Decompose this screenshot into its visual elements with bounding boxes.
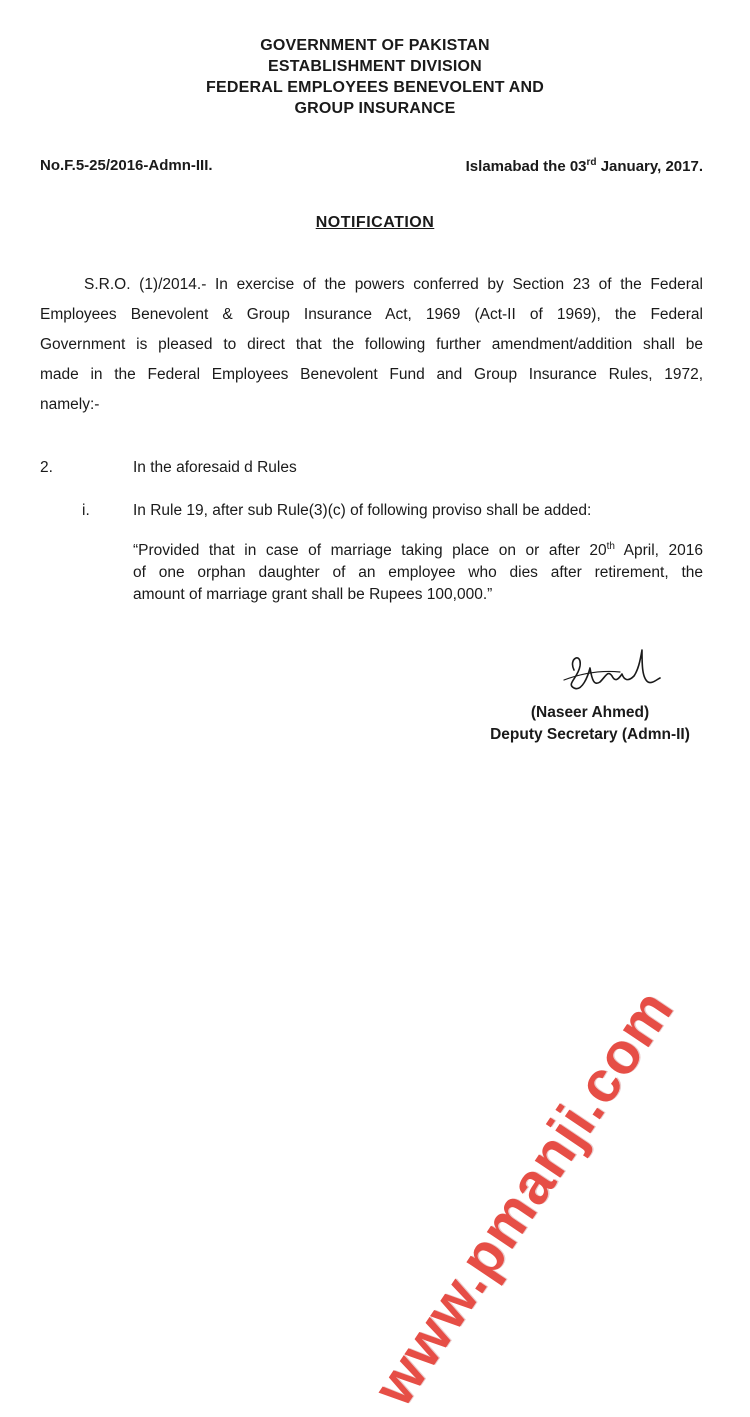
proviso-line: amount of marriage grant shall be Rupees 100,000.” — [133, 586, 493, 604]
proviso-line: of one orphan daughter of an employee who dies after retirement, the — [133, 564, 703, 582]
clause-number: 2. — [40, 459, 53, 476]
proviso-line — [133, 536, 703, 562]
letterhead-government: GOVERNMENT OF PAKISTAN — [260, 37, 490, 54]
body-line: namely:- — [40, 396, 100, 413]
letterhead-division: ESTABLISHMENT DIVISION — [268, 58, 482, 75]
proviso-quote — [133, 536, 703, 606]
clause-text: In the aforesaid d Rules — [133, 459, 297, 476]
handwritten-signature — [560, 640, 670, 700]
site-watermark: www.pmanji.com — [360, 977, 687, 1417]
reference-number: No.F.5-25/2016-Admn-III. — [40, 157, 213, 174]
body-paragraph — [40, 270, 703, 420]
issue-date-suffix: January, 2017. — [596, 158, 703, 175]
signatory-block — [440, 702, 740, 746]
letterhead-department-cont: GROUP INSURANCE — [294, 100, 456, 117]
proviso-ordinal: th — [606, 541, 615, 552]
proviso-line-start: “Provided that in case of marriage taking place on or after 20 — [133, 542, 607, 560]
issue-date-prefix: Islamabad the 03 — [465, 158, 587, 175]
signatory-designation: Deputy Secretary (Admn-II) — [490, 726, 690, 743]
body-line: S.R.O. (1)/2014.- In exercise of the powers conferred by Section 23 of the Federal — [84, 276, 703, 293]
proviso-line-end: April, 2016 — [614, 542, 703, 560]
subclause-number: i. — [82, 502, 90, 519]
issue-date — [466, 157, 703, 175]
signatory-name: (Naseer Ahmed) — [530, 704, 650, 721]
letterhead-department: FEDERAL EMPLOYEES BENEVOLENT AND — [206, 79, 544, 96]
letterhead — [0, 35, 750, 119]
body-line: Government is pleased to direct that the following further amendment/addition shall be — [40, 336, 703, 353]
subclause-text: In Rule 19, after sub Rule(3)(c) of following proviso shall be added: — [133, 502, 592, 519]
issue-date-ordinal: rd — [586, 157, 597, 168]
body-line: made in the Federal Employees Benevolent Fund and Group Insurance Rules, 1972, — [40, 366, 703, 383]
notification-title: NOTIFICATION — [315, 214, 435, 231]
body-line: Employees Benevolent & Group Insurance Act, 1969 (Act-II of 1969), the Federal — [40, 306, 703, 323]
